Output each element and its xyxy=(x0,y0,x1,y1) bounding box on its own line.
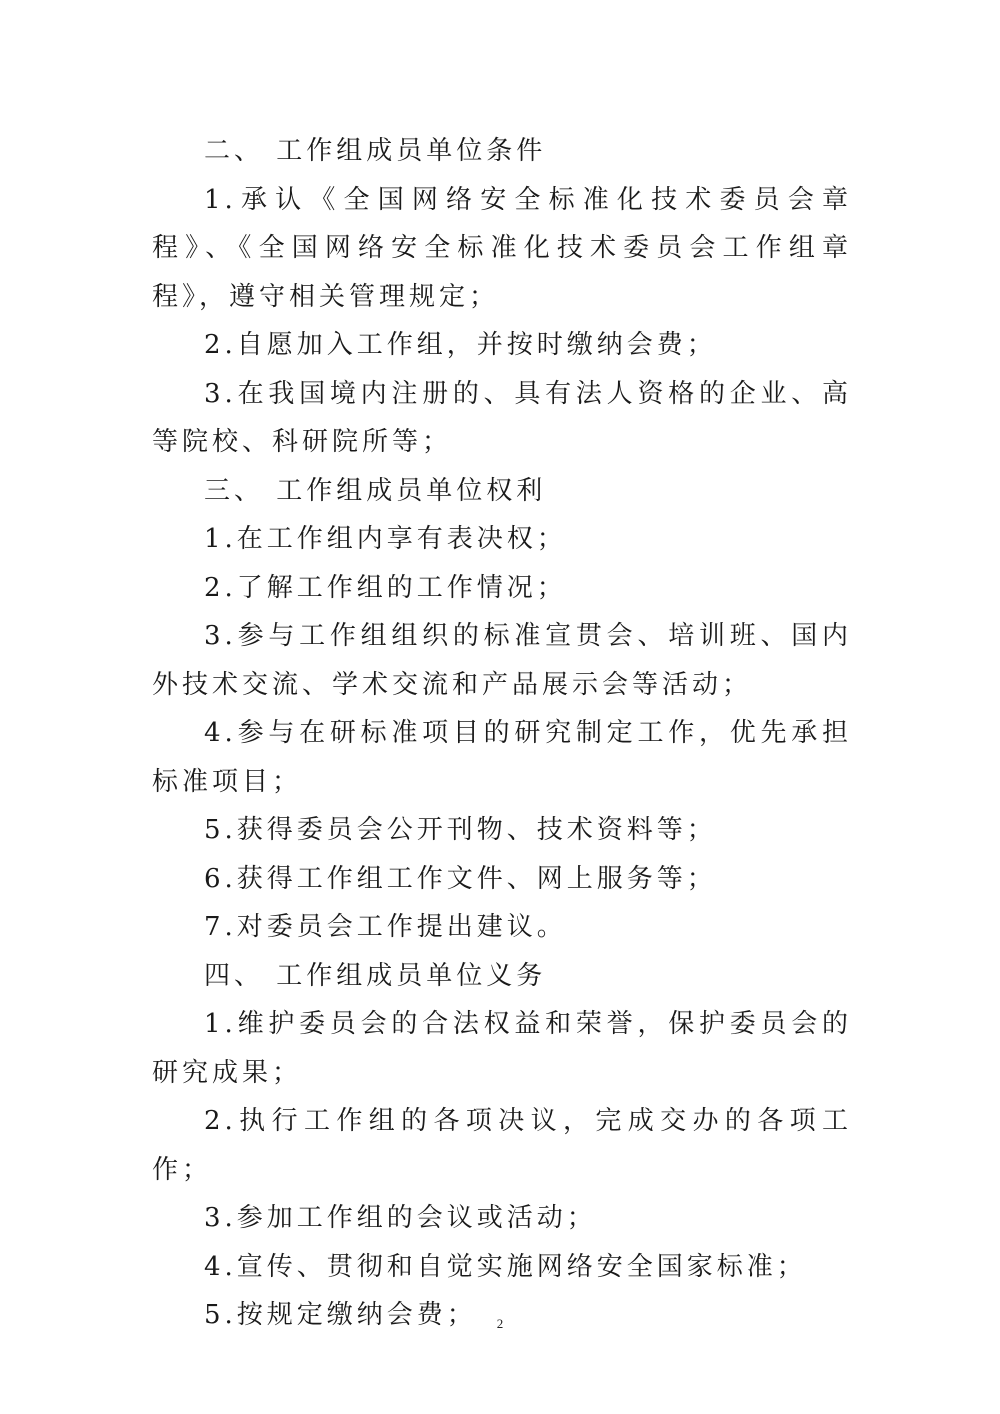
condition-item-1: 1.承认《全国网络安全标准化技术委员会章程》、《全国网络安全标准化技术委员会工作组章程》，遵守相关管理规定； xyxy=(152,184,852,312)
section-heading-conditions: 二、 工作组成员单位条件 xyxy=(204,136,547,166)
rights-item-5: 5.获得委员会公开刊物、技术资料等； xyxy=(204,815,717,845)
section-heading-rights: 三、 工作组成员单位权利 xyxy=(204,475,547,506)
obligation-item-5: 5.按规定缴纳会费； xyxy=(204,1300,477,1330)
obligation-item-2: 2.执行工作组的各项决议，完成交办的各项工作； xyxy=(152,1106,852,1185)
rights-item-2: 2.了解工作组的工作情况； xyxy=(204,572,567,603)
rights-item-1: 1.在工作组内享有表决权； xyxy=(204,524,567,554)
rights-item-6: 6.获得工作组工作文件、网上服务等； xyxy=(204,863,717,894)
obligation-item-1: 1.维护委员会的合法权益和荣誉，保护委员会的研究成果； xyxy=(152,1009,852,1088)
obligation-item-4: 4.宣传、贯彻和自觉实施网络安全国家标准； xyxy=(204,1251,807,1282)
section-heading-obligations: 四、 工作组成员单位义务 xyxy=(204,960,547,991)
obligation-item-3: 3.参加工作组的会议或活动； xyxy=(204,1203,597,1233)
page-number: 2 xyxy=(496,1316,504,1331)
condition-item-2: 2.自愿加入工作组，并按时缴纳会费； xyxy=(204,330,717,360)
document-body xyxy=(152,127,852,1340)
rights-item-7: 7.对委员会工作提出建议。 xyxy=(204,912,567,942)
rights-item-4: 4.参与在研标准项目的研究制定工作，优先承担标准项目； xyxy=(152,718,852,797)
condition-item-3: 3.在我国境内注册的、具有法人资格的企业、高等院校、科研院所等； xyxy=(152,378,852,457)
rights-item-3: 3.参与工作组组织的标准宣贯会、培训班、国内外技术交流、学术交流和产品展示会等活动； xyxy=(152,621,852,700)
